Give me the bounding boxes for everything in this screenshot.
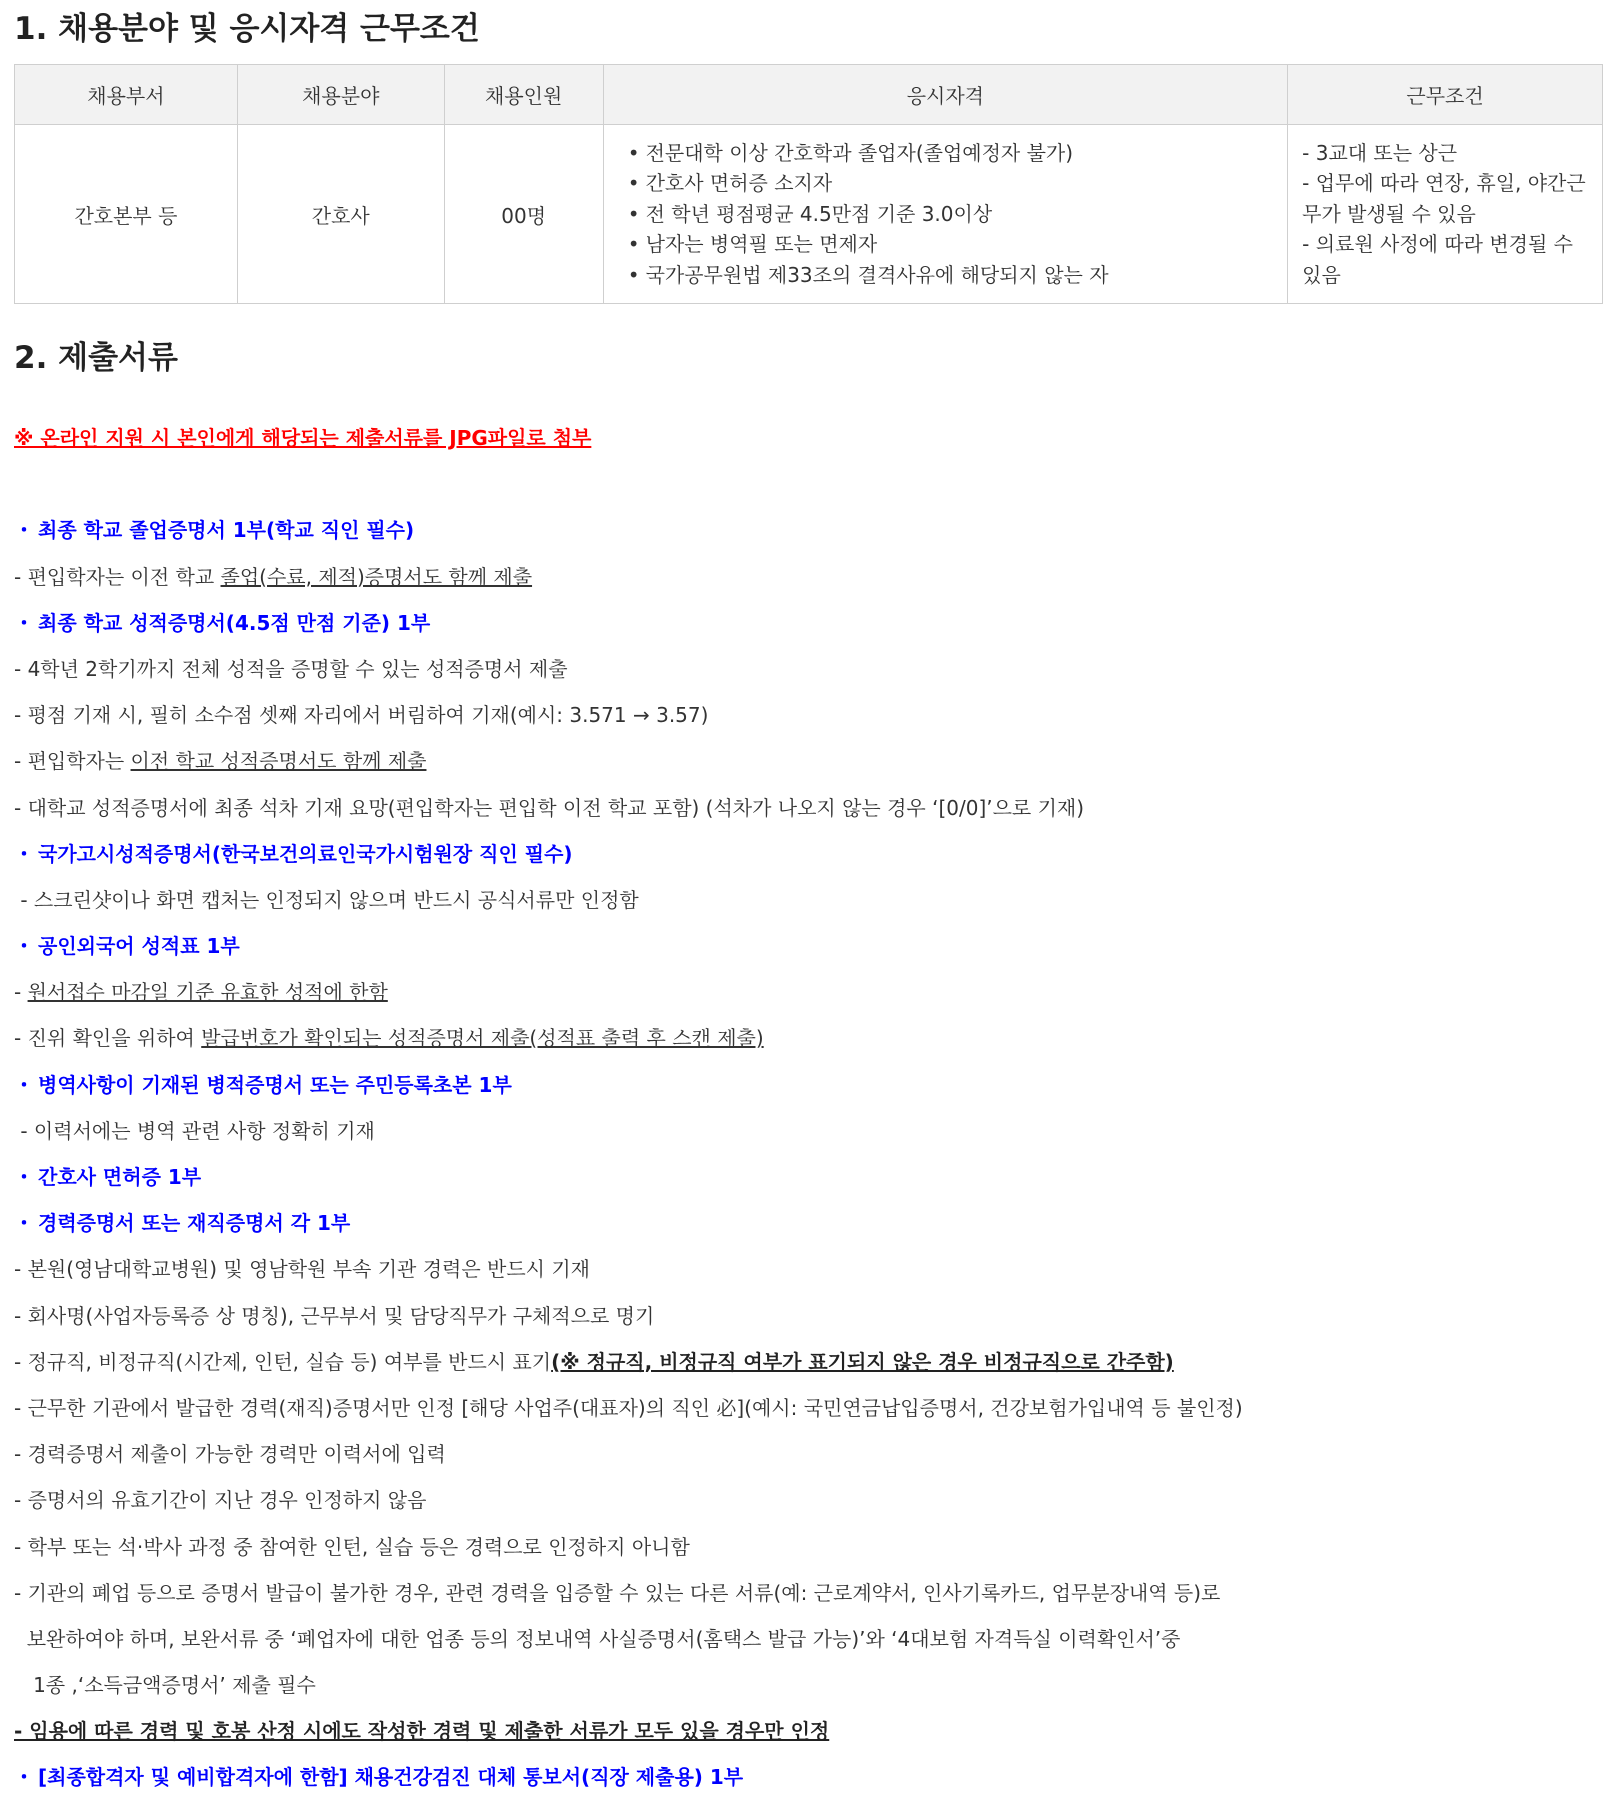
spacer-line — [14, 461, 1604, 507]
bullet-dot-icon: ・ — [14, 1165, 34, 1189]
document-title-text: 경력증명서 또는 재직증명서 각 1부 — [38, 1211, 351, 1236]
cell-count: 00명 — [444, 125, 603, 304]
bullet-dot-icon: ・ — [14, 1072, 34, 1097]
detail-text: - 기관의 폐업 등으로 증명서 발급이 불가한 경우, 관련 경력을 입증할 수 있는 다른 서류(예: 근로계약서, 인사기록카드, 업무분장내역 등)로 — [14, 1580, 1221, 1605]
document-detail — [14, 1293, 1604, 1339]
condition-list — [1288, 138, 1602, 291]
document-title — [14, 1154, 1604, 1200]
documents-section — [14, 415, 1604, 1801]
document-detail — [14, 877, 1604, 923]
section1-heading: 1. 채용분야 및 응시자격 근무조건 — [14, 11, 480, 47]
detail-text: - 대학교 성적증명서에 최종 석차 기재 요망(편입학자는 편입학 이전 학교 포함) (석차가 나오지 않는 경우 ‘[0/0]’으로 기재) — [14, 795, 1085, 820]
document-title-text: 간호사 면허증 1부 — [38, 1165, 202, 1189]
bullet-dot-icon: • — [627, 232, 640, 257]
notice-line — [14, 415, 1604, 461]
bullet-dot-icon: • — [627, 262, 640, 287]
header-conditions: 근무조건 — [1288, 65, 1603, 125]
document-detail — [14, 969, 1604, 1015]
detail-underlined-text: 발급번호가 확인되는 성적증명서 제출(성적표 출력 후 스캔 제출) — [201, 1026, 764, 1051]
bullet-dot-icon: ・ — [14, 934, 34, 959]
header-qualifications: 응시자격 — [603, 65, 1288, 125]
cell-field: 간호사 — [237, 125, 444, 304]
condition-line: 있음 — [1302, 262, 1341, 287]
document-title — [14, 1062, 1604, 1108]
bullet-dot-icon: ・ — [14, 1765, 34, 1790]
bullet-dot-icon: ・ — [14, 841, 34, 866]
bullet-dot-icon: ・ — [14, 610, 34, 635]
bullet-dot-icon: • — [627, 140, 640, 165]
header-count: 채용인원 — [444, 65, 603, 125]
header-field: 채용분야 — [237, 65, 444, 125]
table-header-row — [15, 65, 1603, 125]
detail-text: - 근무한 기관에서 발급한 경력(재직)증명서만 인정 [해당 사업주(대표자)의 직인 必](예시: 국민연금납입증명서, 건강보험가입내역 등 불인정) — [14, 1395, 1243, 1420]
document-title-text: 병역사항이 기재된 병적증명서 또는 주민등록초본 1부 — [38, 1072, 512, 1097]
detail-text: - 증명서의 유효기간이 지난 경우 인정하지 않음 — [14, 1488, 427, 1513]
cell-conditions — [1288, 125, 1603, 304]
cell-department: 간호본부 등 — [15, 125, 238, 304]
document-title-text: [최종합격자 및 예비합격자에 한함] 채용건강검진 대체 통보서(직장 제출용) 1부 — [38, 1765, 744, 1790]
condition-line: 무가 발생될 수 있음 — [1302, 201, 1476, 226]
detail-emphasis-text: - 임용에 따른 경력 및 호봉 산정 시에도 작성한 경력 및 제출한 서류가 모두 있을 경우만 인정 — [14, 1719, 830, 1744]
table-row — [15, 125, 1603, 304]
document-detail — [14, 1339, 1604, 1385]
detail-text: - 진위 확인을 위하여 — [14, 1026, 202, 1051]
document-detail — [14, 646, 1604, 692]
document-detail — [14, 1108, 1604, 1154]
condition-line: - 의료원 사정에 따라 변경될 수 — [1302, 232, 1573, 257]
detail-text: 1종 ,‘소득금액증명서’ 제출 필수 — [14, 1673, 316, 1698]
requirements-table — [14, 64, 1603, 304]
document-detail — [14, 1616, 1604, 1662]
detail-text: - 4학년 2학기까지 전체 성적을 증명할 수 있는 성적증명서 제출 — [14, 656, 568, 681]
document-detail — [14, 1246, 1604, 1292]
document-title — [14, 600, 1604, 646]
detail-text: - 학부 또는 석·박사 과정 중 참여한 인턴, 실습 등은 경력으로 인정하지 아니함 — [14, 1534, 690, 1559]
document-detail — [14, 554, 1604, 600]
document-detail — [14, 1385, 1604, 1431]
document-title-text: 최종 학교 성적증명서(4.5점 만점 기준) 1부 — [38, 610, 431, 635]
document-title — [14, 1754, 1604, 1800]
detail-text: - 스크린샷이나 화면 캡처는 인정되지 않으며 반드시 공식서류만 인정함 — [14, 887, 639, 912]
condition-line: - 업무에 따라 연장, 휴일, 야간근 — [1302, 171, 1586, 196]
qualification-item: • 간호사 면허증 소지자 — [622, 168, 1288, 199]
qualification-item: • 전문대학 이상 간호학과 졸업자(졸업예정자 불가) — [622, 138, 1288, 169]
document-title-text: 국가고시성적증명서(한국보건의료인국가시험원장 직인 필수) — [38, 841, 573, 866]
detail-text: - — [14, 980, 28, 1005]
header-department: 채용부서 — [15, 65, 238, 125]
document-title — [14, 1200, 1604, 1246]
document-title — [14, 507, 1604, 553]
detail-text: - 이력서에는 병역 관련 사항 정확히 기재 — [14, 1118, 375, 1143]
document-title-text: 최종 학교 졸업증명서 1부(학교 직인 필수) — [38, 518, 415, 543]
detail-emphasis-text: (※ 정규직, 비정규직 여부가 표기되지 않은 경우 비정규직으로 간주함) — [551, 1349, 1174, 1374]
document-detail — [14, 738, 1604, 784]
document-detail — [14, 1708, 1604, 1754]
qualification-item: • 국가공무원법 제33조의 결격사유에 해당되지 않는 자 — [622, 260, 1288, 291]
document-detail — [14, 1524, 1604, 1570]
detail-text: - 회사명(사업자등록증 상 명칭), 근무부서 및 담당직무가 구체적으로 명기 — [14, 1303, 655, 1328]
detail-text: - 정규직, 비정규직(시간제, 인턴, 실습 등) 여부를 반드시 표기 — [14, 1349, 552, 1374]
document-title — [14, 831, 1604, 877]
qualification-item: • 남자는 병역필 또는 면제자 — [622, 229, 1288, 260]
document-detail — [14, 785, 1604, 831]
detail-text: - 평점 기재 시, 필히 소수점 셋째 자리에서 버림하여 기재(예시: 3.571 → 3.57) — [14, 703, 709, 728]
document-detail — [14, 1431, 1604, 1477]
qualification-list — [604, 138, 1288, 291]
detail-text: - 본원(영남대학교병원) 및 영남학원 부속 기관 경력은 반드시 기재 — [14, 1257, 591, 1282]
condition-line: - 3교대 또는 상근 — [1302, 140, 1458, 165]
bullet-dot-icon: • — [627, 201, 640, 226]
detail-underlined-text: 이전 학교 성적증명서도 함께 제출 — [130, 749, 427, 774]
qualification-item: • 전 학년 평점평균 4.5만점 기준 3.0이상 — [622, 199, 1288, 230]
detail-underlined-text: 졸업(수료, 제적)증명서도 함께 제출 — [220, 564, 533, 589]
notice-text: ※ 온라인 지원 시 본인에게 해당되는 제출서류를 JPG파일로 첨부 — [14, 426, 592, 450]
document-detail — [14, 692, 1604, 738]
document-detail — [14, 1477, 1604, 1523]
document-title — [14, 923, 1604, 969]
cell-qualifications — [603, 125, 1288, 304]
bullet-dot-icon: ・ — [14, 1211, 34, 1236]
section2-heading: 2. 제출서류 — [14, 340, 178, 376]
document-detail — [14, 1015, 1604, 1061]
document-detail — [14, 1570, 1604, 1616]
document-detail — [14, 1662, 1604, 1708]
bullet-dot-icon: • — [627, 171, 640, 196]
bullet-dot-icon: ・ — [14, 518, 34, 543]
document-list — [14, 507, 1604, 1800]
detail-text: - 편입학자는 이전 학교 — [14, 564, 221, 589]
document-title-text: 공인외국어 성적표 1부 — [38, 934, 240, 959]
detail-text: - 편입학자는 — [14, 749, 131, 774]
detail-text: - 경력증명서 제출이 가능한 경력만 이력서에 입력 — [14, 1442, 446, 1467]
detail-underlined-text: 원서접수 마감일 기준 유효한 성적에 한함 — [27, 980, 388, 1005]
detail-text: 보완하여야 하며, 보완서류 중 ‘폐업자에 대한 업종 등의 정보내역 사실증명서(홈택스 발급 가능)’와 ‘4대보험 자격득실 이력확인서’중 — [14, 1626, 1181, 1651]
